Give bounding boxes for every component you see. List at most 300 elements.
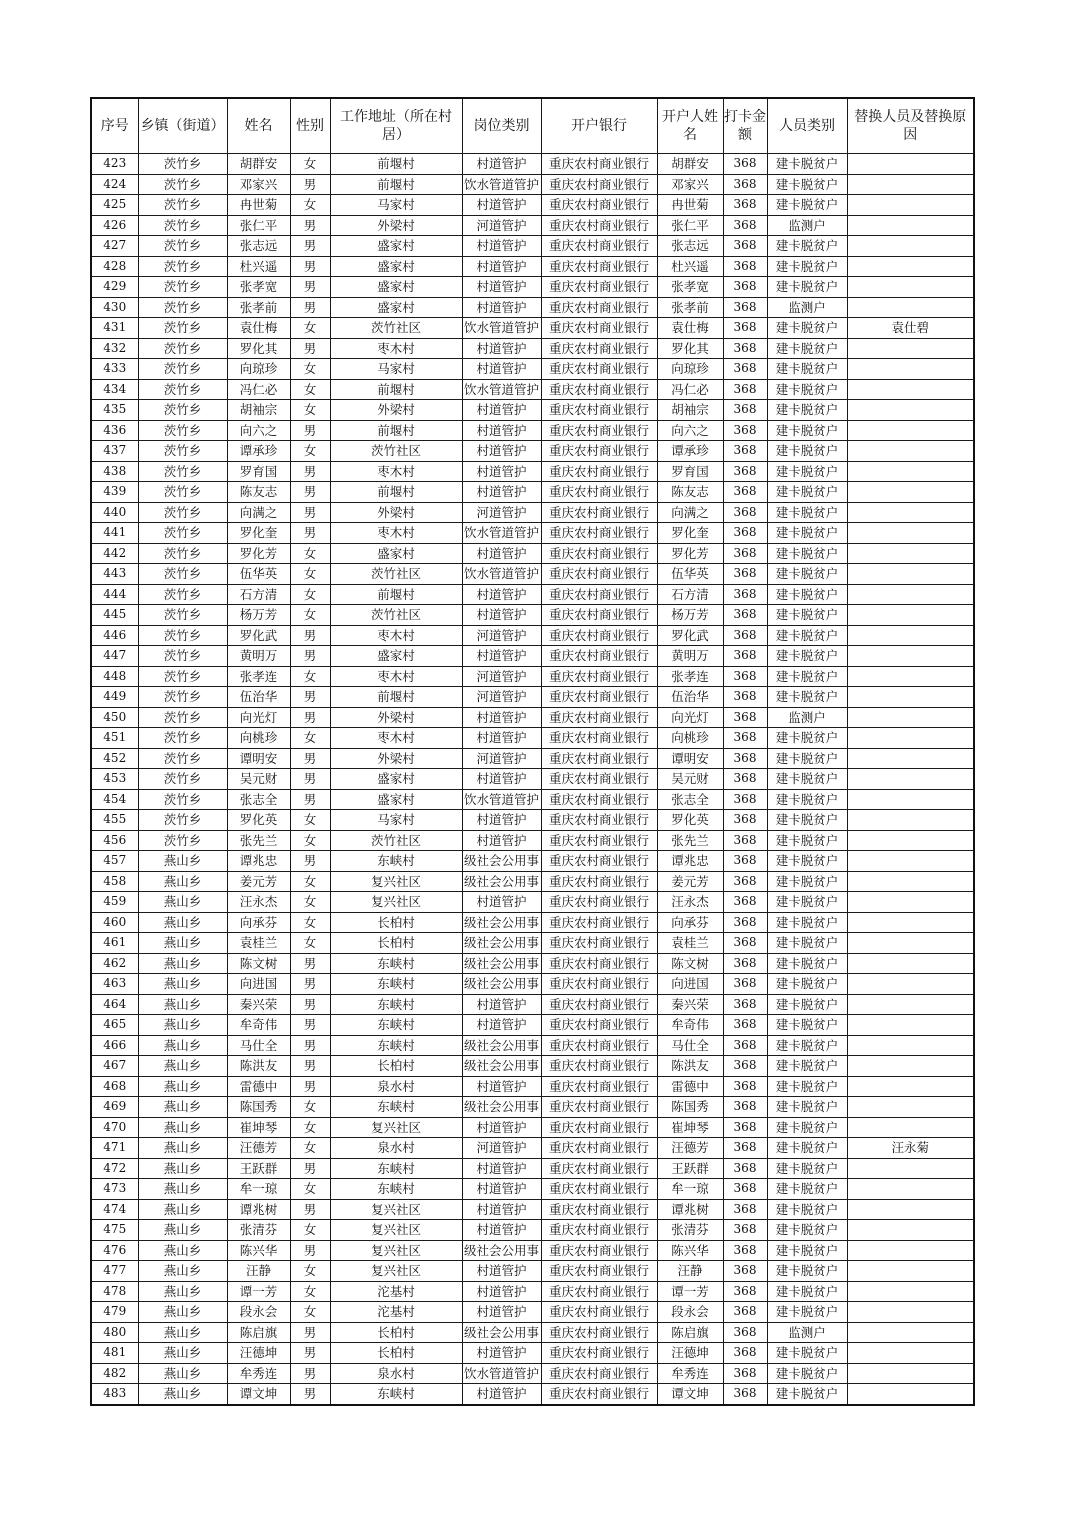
cell-account-holder: 陈文树: [657, 953, 723, 974]
cell-amount: 368: [723, 400, 767, 421]
cell-person-type: 建卡脱贫户: [767, 994, 847, 1015]
cell-index: 460: [91, 912, 138, 933]
cell-person-type: 建卡脱贫户: [767, 502, 847, 523]
table-row: [91, 379, 974, 400]
cell-gender: 男: [290, 420, 330, 441]
cell-account-holder: 张仁平: [657, 215, 723, 236]
cell-account-holder: 冉世菊: [657, 195, 723, 216]
cell-person-type: 建卡脱贫户: [767, 543, 847, 564]
cell-account-holder: 陈国秀: [657, 1097, 723, 1118]
cell-work-address: 东峡村: [330, 1179, 462, 1200]
cell-gender: 男: [290, 625, 330, 646]
cell-work-address: 复兴社区: [330, 1220, 462, 1241]
cell-account-holder: 牟奇伟: [657, 1015, 723, 1036]
cell-amount: 368: [723, 318, 767, 339]
cell-work-address: 枣木村: [330, 728, 462, 749]
cell-index: 466: [91, 1035, 138, 1056]
cell-account-holder: 段永会: [657, 1302, 723, 1323]
cell-amount: 368: [723, 154, 767, 175]
cell-replacement: [847, 1179, 974, 1200]
cell-amount: 368: [723, 728, 767, 749]
cell-gender: 男: [290, 687, 330, 708]
cell-index: 470: [91, 1117, 138, 1138]
cell-township: 燕山乡: [138, 1138, 227, 1159]
cell-post-type: 村道管护: [462, 994, 541, 1015]
cell-account-holder: 邓家兴: [657, 174, 723, 195]
cell-bank: 重庆农村商业银行: [541, 1240, 657, 1261]
cell-person-type: 建卡脱贫户: [767, 379, 847, 400]
cell-account-holder: 牟一琼: [657, 1179, 723, 1200]
cell-person-type: 监测户: [767, 297, 847, 318]
cell-post-type: 级社会公用事: [462, 871, 541, 892]
cell-amount: 368: [723, 1097, 767, 1118]
cell-township: 茨竹乡: [138, 523, 227, 544]
cell-gender: 男: [290, 646, 330, 667]
cell-name: 张孝连: [227, 666, 290, 687]
cell-name: 谭兆忠: [227, 851, 290, 872]
cell-replacement: [847, 830, 974, 851]
cell-account-holder: 袁仕梅: [657, 318, 723, 339]
cell-amount: 368: [723, 830, 767, 851]
cell-gender: 女: [290, 400, 330, 421]
cell-work-address: 盛家村: [330, 789, 462, 810]
cell-gender: 男: [290, 789, 330, 810]
cell-township: 燕山乡: [138, 933, 227, 954]
cell-account-holder: 谭兆树: [657, 1199, 723, 1220]
cell-amount: 368: [723, 297, 767, 318]
cell-work-address: 东峡村: [330, 1158, 462, 1179]
cell-work-address: 枣木村: [330, 666, 462, 687]
cell-gender: 女: [290, 1261, 330, 1282]
cell-work-address: 复兴社区: [330, 1117, 462, 1138]
cell-person-type: 建卡脱贫户: [767, 789, 847, 810]
cell-person-type: 建卡脱贫户: [767, 1035, 847, 1056]
cell-replacement: [847, 441, 974, 462]
cell-index: 427: [91, 236, 138, 257]
cell-bank: 重庆农村商业银行: [541, 461, 657, 482]
cell-gender: 女: [290, 912, 330, 933]
cell-index: 451: [91, 728, 138, 749]
cell-replacement: [847, 482, 974, 503]
cell-replacement: [847, 1322, 974, 1343]
cell-person-type: 建卡脱贫户: [767, 1261, 847, 1282]
cell-account-holder: 罗化英: [657, 810, 723, 831]
cell-post-type: 村道管护: [462, 728, 541, 749]
cell-gender: 男: [290, 1199, 330, 1220]
cell-township: 燕山乡: [138, 1302, 227, 1323]
table-row: [91, 769, 974, 790]
cell-name: 王跃群: [227, 1158, 290, 1179]
table-row: [91, 871, 974, 892]
cell-index: 432: [91, 338, 138, 359]
cell-bank: 重庆农村商业银行: [541, 379, 657, 400]
cell-person-type: 建卡脱贫户: [767, 892, 847, 913]
cell-amount: 368: [723, 1199, 767, 1220]
cell-account-holder: 向承芬: [657, 912, 723, 933]
cell-amount: 368: [723, 461, 767, 482]
cell-index: 433: [91, 359, 138, 380]
cell-index: 455: [91, 810, 138, 831]
cell-bank: 重庆农村商业银行: [541, 154, 657, 175]
cell-gender: 男: [290, 1363, 330, 1384]
cell-amount: 368: [723, 277, 767, 298]
cell-bank: 重庆农村商业银行: [541, 933, 657, 954]
cell-person-type: 建卡脱贫户: [767, 933, 847, 954]
cell-work-address: 复兴社区: [330, 1199, 462, 1220]
cell-gender: 女: [290, 1117, 330, 1138]
cell-replacement: [847, 1302, 974, 1323]
cell-gender: 女: [290, 318, 330, 339]
cell-gender: 男: [290, 1035, 330, 1056]
cell-amount: 368: [723, 871, 767, 892]
header-col-replacement: 替换人员及替换原因: [847, 98, 974, 154]
cell-gender: 男: [290, 1322, 330, 1343]
cell-gender: 男: [290, 1158, 330, 1179]
cell-index: 465: [91, 1015, 138, 1036]
cell-gender: 女: [290, 441, 330, 462]
cell-bank: 重庆农村商业银行: [541, 1056, 657, 1077]
cell-name: 向光灯: [227, 707, 290, 728]
cell-name: 谭文坤: [227, 1384, 290, 1405]
cell-township: 茨竹乡: [138, 564, 227, 585]
cell-work-address: 东峡村: [330, 953, 462, 974]
cell-index: 436: [91, 420, 138, 441]
cell-amount: 368: [723, 502, 767, 523]
cell-bank: 重庆农村商业银行: [541, 974, 657, 995]
cell-work-address: 长柏村: [330, 1343, 462, 1364]
cell-post-type: 村道管护: [462, 420, 541, 441]
cell-amount: 368: [723, 338, 767, 359]
cell-township: 茨竹乡: [138, 359, 227, 380]
cell-post-type: 村道管护: [462, 830, 541, 851]
cell-bank: 重庆农村商业银行: [541, 1015, 657, 1036]
cell-name: 罗化芳: [227, 543, 290, 564]
cell-name: 邓家兴: [227, 174, 290, 195]
cell-name: 罗化其: [227, 338, 290, 359]
cell-amount: 368: [723, 789, 767, 810]
cell-bank: 重庆农村商业银行: [541, 174, 657, 195]
cell-index: 476: [91, 1240, 138, 1261]
cell-replacement: [847, 728, 974, 749]
cell-amount: 368: [723, 605, 767, 626]
cell-account-holder: 牟秀连: [657, 1363, 723, 1384]
cell-post-type: 村道管护: [462, 400, 541, 421]
cell-amount: 368: [723, 666, 767, 687]
cell-township: 燕山乡: [138, 871, 227, 892]
cell-bank: 重庆农村商业银行: [541, 215, 657, 236]
cell-work-address: 外梁村: [330, 215, 462, 236]
cell-work-address: 盛家村: [330, 543, 462, 564]
cell-bank: 重庆农村商业银行: [541, 523, 657, 544]
cell-work-address: 泉水村: [330, 1138, 462, 1159]
cell-person-type: 建卡脱贫户: [767, 830, 847, 851]
table-row: [91, 707, 974, 728]
cell-work-address: 茨竹社区: [330, 605, 462, 626]
cell-work-address: 枣木村: [330, 461, 462, 482]
cell-bank: 重庆农村商业银行: [541, 359, 657, 380]
cell-work-address: 茨竹社区: [330, 830, 462, 851]
cell-person-type: 建卡脱贫户: [767, 420, 847, 441]
header-col-gender: 性别: [290, 98, 330, 154]
cell-name: 冯仁必: [227, 379, 290, 400]
cell-replacement: [847, 810, 974, 831]
cell-index: 443: [91, 564, 138, 585]
cell-replacement: [847, 400, 974, 421]
cell-person-type: 建卡脱贫户: [767, 1343, 847, 1364]
table-row: [91, 174, 974, 195]
cell-amount: 368: [723, 564, 767, 585]
cell-replacement: [847, 564, 974, 585]
cell-gender: 男: [290, 974, 330, 995]
cell-name: 汪德坤: [227, 1343, 290, 1364]
cell-township: 燕山乡: [138, 1240, 227, 1261]
cell-replacement: [847, 1199, 974, 1220]
cell-account-holder: 向琼珍: [657, 359, 723, 380]
table-row: [91, 359, 974, 380]
cell-person-type: 建卡脱贫户: [767, 748, 847, 769]
cell-work-address: 东峡村: [330, 1384, 462, 1405]
cell-person-type: 建卡脱贫户: [767, 1199, 847, 1220]
cell-township: 燕山乡: [138, 1179, 227, 1200]
table-row: [91, 400, 974, 421]
cell-amount: 368: [723, 1281, 767, 1302]
cell-account-holder: 谭承珍: [657, 441, 723, 462]
cell-post-type: 河道管护: [462, 625, 541, 646]
cell-bank: 重庆农村商业银行: [541, 1363, 657, 1384]
table-row: [91, 195, 974, 216]
cell-name: 张志远: [227, 236, 290, 257]
cell-amount: 368: [723, 707, 767, 728]
cell-index: 440: [91, 502, 138, 523]
cell-township: 茨竹乡: [138, 338, 227, 359]
cell-post-type: 河道管护: [462, 748, 541, 769]
cell-account-holder: 陈启旗: [657, 1322, 723, 1343]
cell-replacement: [847, 277, 974, 298]
cell-gender: 女: [290, 830, 330, 851]
cell-amount: 368: [723, 236, 767, 257]
cell-replacement: [847, 1097, 974, 1118]
cell-amount: 368: [723, 215, 767, 236]
cell-work-address: 盛家村: [330, 646, 462, 667]
cell-index: 468: [91, 1076, 138, 1097]
cell-amount: 368: [723, 256, 767, 277]
cell-amount: 368: [723, 174, 767, 195]
cell-work-address: 泉水村: [330, 1363, 462, 1384]
cell-index: 474: [91, 1199, 138, 1220]
cell-amount: 368: [723, 994, 767, 1015]
cell-account-holder: 秦兴荣: [657, 994, 723, 1015]
cell-gender: 男: [290, 1343, 330, 1364]
cell-index: 445: [91, 605, 138, 626]
cell-amount: 368: [723, 1117, 767, 1138]
cell-person-type: 建卡脱贫户: [767, 1220, 847, 1241]
cell-bank: 重庆农村商业银行: [541, 625, 657, 646]
cell-name: 张孝前: [227, 297, 290, 318]
cell-bank: 重庆农村商业银行: [541, 871, 657, 892]
cell-account-holder: 汪德芳: [657, 1138, 723, 1159]
cell-post-type: 村道管护: [462, 195, 541, 216]
cell-account-holder: 张志全: [657, 789, 723, 810]
cell-bank: 重庆农村商业银行: [541, 318, 657, 339]
cell-name: 冉世菊: [227, 195, 290, 216]
cell-gender: 男: [290, 502, 330, 523]
table-row: [91, 1015, 974, 1036]
cell-township: 燕山乡: [138, 1056, 227, 1077]
cell-work-address: 东峡村: [330, 1015, 462, 1036]
cell-name: 谭明安: [227, 748, 290, 769]
table-row: [91, 1076, 974, 1097]
cell-post-type: 村道管护: [462, 543, 541, 564]
cell-replacement: [847, 646, 974, 667]
cell-name: 伍治华: [227, 687, 290, 708]
cell-account-holder: 张孝前: [657, 297, 723, 318]
cell-township: 茨竹乡: [138, 318, 227, 339]
cell-amount: 368: [723, 1056, 767, 1077]
cell-amount: 368: [723, 646, 767, 667]
cell-gender: 男: [290, 523, 330, 544]
cell-replacement: [847, 1035, 974, 1056]
cell-index: 431: [91, 318, 138, 339]
cell-person-type: 建卡脱贫户: [767, 1015, 847, 1036]
cell-township: 燕山乡: [138, 1117, 227, 1138]
roster-table: [90, 97, 975, 1406]
cell-township: 茨竹乡: [138, 584, 227, 605]
cell-post-type: 级社会公用事: [462, 933, 541, 954]
cell-post-type: 级社会公用事: [462, 912, 541, 933]
table-row: [91, 1322, 974, 1343]
cell-name: 袁桂兰: [227, 933, 290, 954]
cell-township: 燕山乡: [138, 1199, 227, 1220]
cell-replacement: [847, 215, 974, 236]
cell-name: 谭一芳: [227, 1281, 290, 1302]
cell-gender: 男: [290, 236, 330, 257]
table-row: [91, 338, 974, 359]
cell-township: 燕山乡: [138, 1015, 227, 1036]
cell-name: 马仕全: [227, 1035, 290, 1056]
cell-person-type: 建卡脱贫户: [767, 277, 847, 298]
cell-replacement: [847, 707, 974, 728]
table-row: [91, 482, 974, 503]
cell-account-holder: 陈友志: [657, 482, 723, 503]
cell-bank: 重庆农村商业银行: [541, 1322, 657, 1343]
cell-bank: 重庆农村商业银行: [541, 810, 657, 831]
cell-post-type: 村道管护: [462, 584, 541, 605]
cell-account-holder: 谭兆忠: [657, 851, 723, 872]
table-row: [91, 1035, 974, 1056]
cell-gender: 男: [290, 1240, 330, 1261]
table-row: [91, 1363, 974, 1384]
cell-post-type: 村道管护: [462, 461, 541, 482]
cell-person-type: 建卡脱贫户: [767, 318, 847, 339]
cell-post-type: 村道管护: [462, 359, 541, 380]
cell-person-type: 建卡脱贫户: [767, 1240, 847, 1261]
cell-replacement: [847, 502, 974, 523]
cell-bank: 重庆农村商业银行: [541, 1281, 657, 1302]
cell-amount: 368: [723, 195, 767, 216]
cell-account-holder: 向进国: [657, 974, 723, 995]
cell-amount: 368: [723, 953, 767, 974]
cell-name: 胡袖宗: [227, 400, 290, 421]
cell-replacement: [847, 1343, 974, 1364]
cell-index: 456: [91, 830, 138, 851]
cell-index: 452: [91, 748, 138, 769]
cell-bank: 重庆农村商业银行: [541, 1179, 657, 1200]
cell-gender: 男: [290, 707, 330, 728]
cell-replacement: [847, 174, 974, 195]
cell-gender: 男: [290, 1056, 330, 1077]
table-row: [91, 1281, 974, 1302]
cell-work-address: 马家村: [330, 195, 462, 216]
cell-post-type: 村道管护: [462, 236, 541, 257]
cell-replacement: [847, 1363, 974, 1384]
cell-amount: 368: [723, 810, 767, 831]
cell-person-type: 建卡脱贫户: [767, 1363, 847, 1384]
cell-amount: 368: [723, 1138, 767, 1159]
cell-index: 462: [91, 953, 138, 974]
cell-post-type: 村道管护: [462, 1117, 541, 1138]
cell-gender: 女: [290, 1097, 330, 1118]
cell-bank: 重庆农村商业银行: [541, 1220, 657, 1241]
cell-name: 姜元芳: [227, 871, 290, 892]
cell-person-type: 建卡脱贫户: [767, 400, 847, 421]
cell-person-type: 建卡脱贫户: [767, 871, 847, 892]
cell-index: 471: [91, 1138, 138, 1159]
table-row: [91, 953, 974, 974]
cell-township: 茨竹乡: [138, 748, 227, 769]
cell-account-holder: 袁桂兰: [657, 933, 723, 954]
cell-township: 茨竹乡: [138, 482, 227, 503]
cell-gender: 女: [290, 605, 330, 626]
cell-amount: 368: [723, 892, 767, 913]
cell-township: 燕山乡: [138, 1035, 227, 1056]
cell-index: 429: [91, 277, 138, 298]
cell-name: 罗化奎: [227, 523, 290, 544]
cell-bank: 重庆农村商业银行: [541, 851, 657, 872]
cell-bank: 重庆农村商业银行: [541, 236, 657, 257]
cell-index: 448: [91, 666, 138, 687]
cell-person-type: 建卡脱贫户: [767, 810, 847, 831]
cell-post-type: 村道管护: [462, 1281, 541, 1302]
cell-index: 472: [91, 1158, 138, 1179]
cell-bank: 重庆农村商业银行: [541, 1261, 657, 1282]
cell-replacement: [847, 789, 974, 810]
cell-replacement: [847, 1076, 974, 1097]
cell-township: 茨竹乡: [138, 277, 227, 298]
table-row: [91, 461, 974, 482]
cell-bank: 重庆农村商业银行: [541, 912, 657, 933]
cell-township: 茨竹乡: [138, 789, 227, 810]
table-row: [91, 441, 974, 462]
cell-township: 燕山乡: [138, 1384, 227, 1405]
cell-post-type: 级社会公用事: [462, 1097, 541, 1118]
cell-post-type: 村道管护: [462, 646, 541, 667]
table-row: [91, 1097, 974, 1118]
cell-gender: 女: [290, 1138, 330, 1159]
cell-work-address: 前堰村: [330, 420, 462, 441]
table-row: [91, 912, 974, 933]
header-col-work-address: 工作地址（所在村居）: [330, 98, 462, 154]
cell-person-type: 建卡脱贫户: [767, 1158, 847, 1179]
cell-work-address: 枣木村: [330, 523, 462, 544]
cell-replacement: [847, 994, 974, 1015]
cell-replacement: [847, 871, 974, 892]
cell-gender: 男: [290, 1384, 330, 1405]
cell-person-type: 建卡脱贫户: [767, 953, 847, 974]
cell-post-type: 村道管护: [462, 1199, 541, 1220]
cell-replacement: [847, 851, 974, 872]
cell-person-type: 建卡脱贫户: [767, 236, 847, 257]
cell-person-type: 监测户: [767, 1322, 847, 1343]
